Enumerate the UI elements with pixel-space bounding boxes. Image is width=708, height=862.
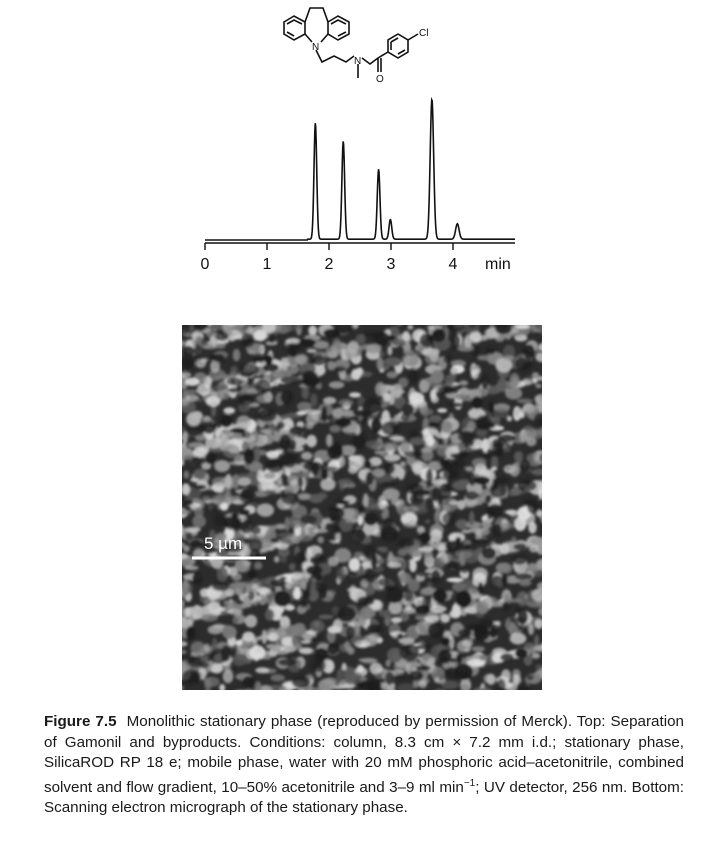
- figure-caption: [44, 712, 684, 819]
- x-tick-label-4: 4: [448, 256, 458, 273]
- x-tick-label-1: 1: [262, 256, 272, 273]
- x-axis-unit: min: [485, 256, 511, 273]
- chromatogram: [195, 95, 525, 275]
- x-tick-label-0: 0: [200, 256, 210, 273]
- caption-text-1: Monolithic stationary phase (reproduced by permission of Merck). Top: Separation of Gamonil and byproducts. Conditions: column, 8.3 cm × 7.2 mm i.d.; stationary phase, SilicaROD RP 18 e; mobile phase, water with 20 mM phosphoric acid–acetonitrile, combined solvent and flow gradient, 10–50% acetonitrile and 3–9 ml min: [44, 713, 684, 796]
- micrograph-texture: [182, 325, 542, 690]
- peak-layer: [205, 100, 515, 240]
- oxygen-label: O: [376, 74, 384, 85]
- gamonil-structure-drawing: [270, 0, 480, 108]
- chromatogram-trace: [205, 100, 515, 240]
- amine-nitrogen-label: N: [354, 56, 362, 67]
- propyl-chain: [316, 50, 354, 62]
- caption-superscript: −1: [463, 777, 476, 789]
- ring-nitrogen-label: N: [312, 42, 320, 53]
- chemical-structure: [270, 0, 480, 108]
- x-tick-label-3: 3: [386, 256, 396, 273]
- ethylene-bridge: [305, 8, 328, 22]
- caption-text-2: ; UV detector, 256 nm. Bottom: Scanning electron micrograph of the stationary phase.: [44, 778, 684, 817]
- tick-layer: [201, 243, 458, 273]
- sem-micrograph: [182, 325, 542, 690]
- chlorine-label: Cl: [419, 28, 429, 39]
- figure-label: Figure 7.5: [44, 713, 117, 730]
- chromatogram-plot: [195, 95, 525, 275]
- scale-bar-label: 5 µm: [204, 534, 243, 553]
- x-tick-label-2: 2: [324, 256, 334, 273]
